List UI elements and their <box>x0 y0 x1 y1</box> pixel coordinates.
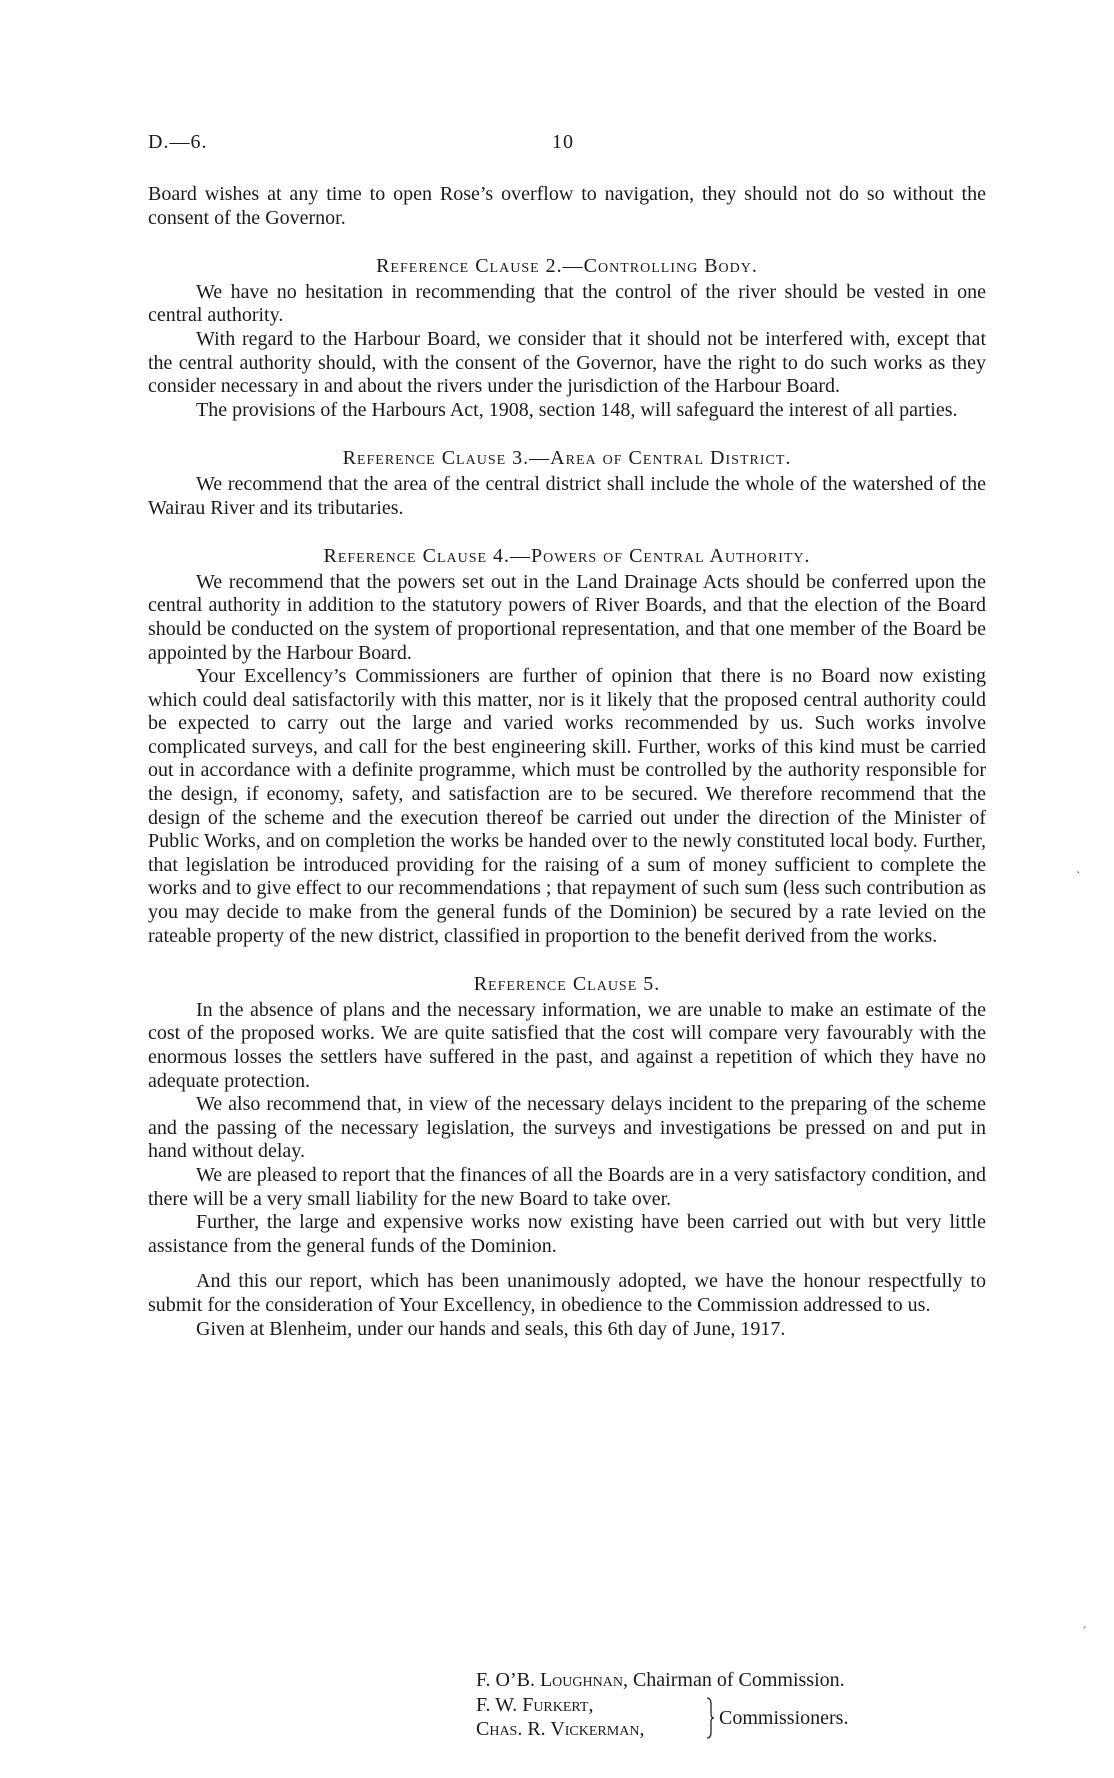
paragraph: Further, the large and expensive works now existing have been carried out with but very little assistance from the general funds of the Dominion. <box>148 1211 986 1257</box>
paragraph: The provisions of the Harbours Act, 1908, section 148, will safeguard the interest of all parties. <box>196 398 958 421</box>
signature-chairman <box>476 1669 845 1693</box>
commissioners-role: Commissioners. <box>719 1707 849 1729</box>
section-heading-clause-5: Reference Clause 5. <box>473 973 661 996</box>
chairman-name: F. O’B. Loughnan, <box>476 1669 628 1691</box>
paragraph: Your Excellency’s Commissioners are further of opinion that there is no Board now existing which could deal satisfactorily with this matter, nor is it likely that the proposed central authority could be expected to carry out the large and varied works recommended by us. Such works involve complicated surveys, and call for the best engineering skill. Further, works of this kind must be carried out in accordance with a definite programme, which must be controlled by the authority responsible for the design, if economy, safety, and satisfaction are to be secured. We therefore recommend that the design of the scheme and the execution thereof be carried out under the direction of the Minister of Public Works, and on completion the works be handed over to the newly constituted local body. Further, that legislation be introduced providing for the raising of a sum of money sufficient to complete the works and to give effect to our recommendations ; that repayment of such sum (less such contribution as you may decide to make from the general funds of the Dominion) be secured by a rate levied on the rateable property of the new district, classified in proportion to the benefit derived from the works. <box>148 665 986 947</box>
series-code: D.—6. <box>148 131 208 153</box>
section-heading-clause-3: Reference Clause 3.—Area of Central District. <box>342 447 792 470</box>
paragraph: With regard to the Harbour Board, we consider that it should not be interfered with, except that the central authority should, with the consent of the Governor, have the right to do such works as they consider necessary in and about the rivers under the jurisdiction of the Harbour Board. <box>148 327 986 398</box>
paragraph: In the absence of plans and the necessary information, we are unable to make an estimate of the cost of the proposed works. We are quite satisfied that the cost will compare very favourably with the enormous losses the settlers have suffered in the past, and against a repetition of which they have no adequate protection. <box>148 998 986 1092</box>
section-heading-clause-4: Reference Clause 4.—Powers of Central Authority. <box>323 545 811 568</box>
paragraph: We are pleased to report that the finances of all the Boards are in a very satisfactory condition, and there will be a very small liability for the new Board to take over. <box>148 1163 986 1210</box>
chairman-role: Chairman of Commission. <box>632 1669 845 1691</box>
report-body <box>148 183 986 1341</box>
paragraph: And this our report, which has been unanimously adopted, we have the honour respectfully to submit for the consideration of Your Excellency, in obedience to the Commission addressed to us. <box>148 1270 986 1316</box>
section-heading-clause-2: Reference Clause 2.—Controlling Body. <box>376 255 758 278</box>
paragraph: Board wishes at any time to open Rose’s overflow to navigation, they should not do so without the consent of the Governor. <box>148 183 986 229</box>
paragraph: We recommend that the area of the central district shall include the whole of the watershed of the Wairau River and its tributaries. <box>148 472 986 519</box>
scan-speck: ` <box>1076 870 1081 885</box>
page-number: 10 <box>552 131 574 153</box>
brace-icon <box>704 1696 716 1740</box>
commissioner-name: Chas. R. Vickerman, <box>476 1718 645 1740</box>
paragraph: We have no hesitation in recommending that the control of the river should be vested in one central authority. <box>148 280 986 327</box>
scan-speck: ´ <box>1082 1625 1087 1640</box>
paragraph: We also recommend that, in view of the necessary delays incident to the preparing of the scheme and the passing of the necessary legislation, the surveys and investigations be pressed on and put in hand without delay. <box>148 1093 986 1163</box>
paragraph: We recommend that the powers set out in the Land Drainage Acts should be conferred upon the central authority in addition to the statutory powers of River Boards, and that the election of the Board should be conducted on the system of proportional representation, and that one member of the Board be appointed by the Harbour Board. <box>148 570 986 664</box>
paragraph: Given at Blenheim, under our hands and seals, this 6th day of June, 1917. <box>196 1317 786 1340</box>
commissioner-name: F. W. Furkert, <box>476 1694 594 1716</box>
